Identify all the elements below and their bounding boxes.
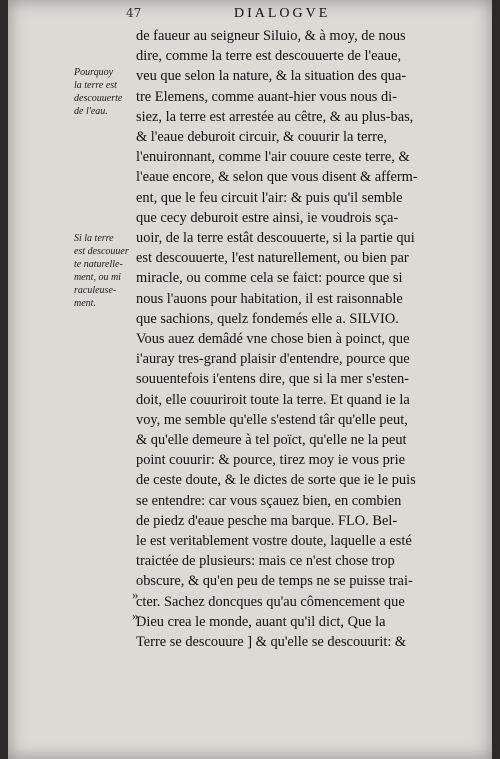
text-line: tre Elemens, comme auant-hier vous nous di- [136, 88, 397, 105]
quote-mark: » [132, 608, 139, 623]
text-line: de faueur au seigneur Siluio, & à moy, de nous [136, 28, 406, 44]
text-line: doit, elle couuriroit toute la terre. Et quand ie la [136, 391, 410, 408]
text-line: l'eaue encore, & selon que vous disent & afferm- [136, 169, 418, 186]
text-line: l'enuironnant, comme l'air couure ceste terre, & [136, 149, 410, 166]
text-line: veu que selon la nature, & la situation des qua- [136, 68, 407, 85]
body-text [136, 26, 486, 652]
text-line: nous l'auons pour habitation, il est raisonnable [136, 290, 403, 307]
text-line: souuentefois i'entens dire, que si la mer s'esten- [136, 371, 409, 388]
page-number: 47 [126, 6, 142, 20]
margin-note-line: ment. [74, 298, 96, 309]
margin-note-line: raculeuse- [74, 285, 117, 296]
text-line: le est veritablement vostre doute, laquelle a esté [136, 533, 412, 550]
text-line: Dieu crea le monde, auant qu'il dict, Que la [136, 613, 386, 630]
margin-note-2 [74, 232, 138, 310]
margin-note-line: est descouuer [74, 246, 129, 257]
margin-note-line: la terre est [74, 80, 117, 91]
text-line: dire, comme la terre est descouuerte de l'eaue, [136, 48, 402, 65]
running-head: DIALOGVE [234, 6, 331, 21]
margin-note-line: descouuerte [74, 93, 123, 104]
text-line: est descouuerte, l'est naturellement, ou bien par [136, 250, 409, 267]
text-line: siez, la terre est arrestée au cêtre, & au plus-bas, [136, 108, 414, 125]
book-page [8, 0, 492, 759]
text-line: Vous auez demâdé vne chose bien à poinct, que [136, 331, 410, 348]
margin-note-line: te naturelle- [74, 259, 123, 270]
text-line: se entendre: car vous sçauez bien, en combien [136, 492, 402, 509]
margin-note-line: Si la terre [74, 233, 114, 244]
text-line: de piedz d'eaue pesche ma barque. FLO. Bel- [136, 512, 398, 529]
text-line: uoir, de la terre estât descouuerte, si la partie qui [136, 230, 415, 247]
text-line: point couurir: & pource, tirez moy ie vous prie [136, 452, 405, 469]
text-line: que cecy deburoit estre ainsi, ie voudrois sça- [136, 209, 399, 226]
text-line: & l'eaue deburoit circuir, & couurir la terre, [136, 129, 387, 146]
text-line: Terre se descouure ] & qu'elle se descouurit: & [136, 634, 407, 651]
text-line: miracle, ou comme cela se faict: pource que si [136, 270, 403, 287]
text-line: traictée de plusieurs: mais ce n'est chose trop [136, 553, 395, 570]
text-line: cter. Sachez doncques qu'au cômencement que [136, 593, 405, 610]
margin-note-line: Pourquoy [74, 67, 114, 78]
quote-mark: » [132, 587, 139, 602]
text-line: & qu'elle demeure à tel poïct, qu'elle ne la peut [136, 432, 407, 449]
text-line: voy, me semble qu'elle s'estend târ qu'elle peut, [136, 411, 408, 428]
margin-note-1 [74, 66, 138, 118]
text-line: que sachions, quelz fondemés elle a. SILVIO. [136, 310, 399, 327]
margin-note-line: ment, ou mi [74, 272, 121, 283]
text-line: ent, que le feu circuit l'air: & puis qu'il semble [136, 189, 403, 206]
margin-note-line: de l'eau. [74, 106, 108, 117]
text-line: de ceste doute, & le dictes de sorte que ie le puis [136, 472, 416, 489]
text-line: obscure, & qu'en peu de temps ne se puisse trai- [136, 573, 413, 590]
text-line: i'auray tres-grand plaisir d'entendre, pource que [136, 351, 410, 368]
